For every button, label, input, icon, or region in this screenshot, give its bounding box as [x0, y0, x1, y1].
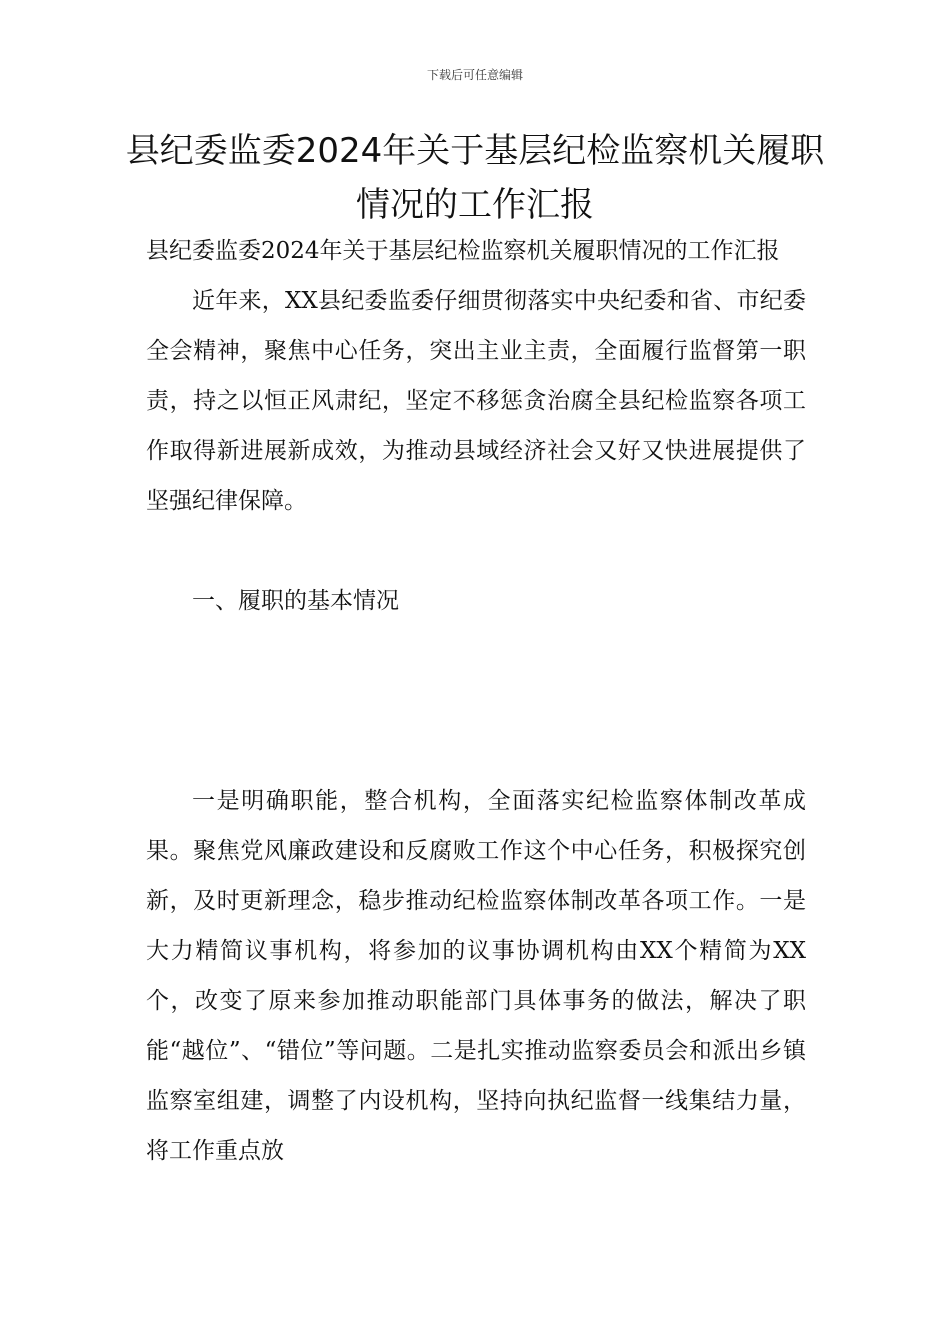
document-body	[146, 226, 806, 1176]
intro-paragraph: 近年来，XX县纪委监委仔细贯彻落实中央纪委和省、市纪委全会精神，聚焦中心任务，突出主业主责，全面履行监督第一职责，持之以恒正风肃纪，坚定不移惩贪治腐全县纪检监察各项工作取得新进展新成效，为推动县域经济社会又好又快进展提供了坚强纪律保障。	[146, 288, 806, 514]
document-title: 县纪委监委2024年关于基层纪检监察机关履职情况的工作汇报	[125, 131, 825, 225]
body-paragraph: 一是明确职能，整合机构，全面落实纪检监察体制改革成果。聚焦党风廉政建设和反腐败工作这个中心任务，积极探究创新，及时更新理念，稳步推动纪检监察体制改革各项工作。一是大力精简议事机构，将参加的议事协调机构由XX个精简为XX个，改变了原来参加推动职能部门具体事务的做法，解决了职能“越位”、“错位”等问题。二是扎实推动监察委员会和派出乡镇监察室组建，调整了内设机构，坚持向执纪监督一线集结力量，将工作重点放	[146, 788, 806, 1164]
header-note: 下载后可任意编辑	[426, 68, 523, 82]
subtitle-repeat: 县纪委监委2024年关于基层纪检监察机关履职情况的工作汇报	[146, 238, 780, 264]
section-heading: 一、履职的基本情况	[192, 588, 399, 614]
